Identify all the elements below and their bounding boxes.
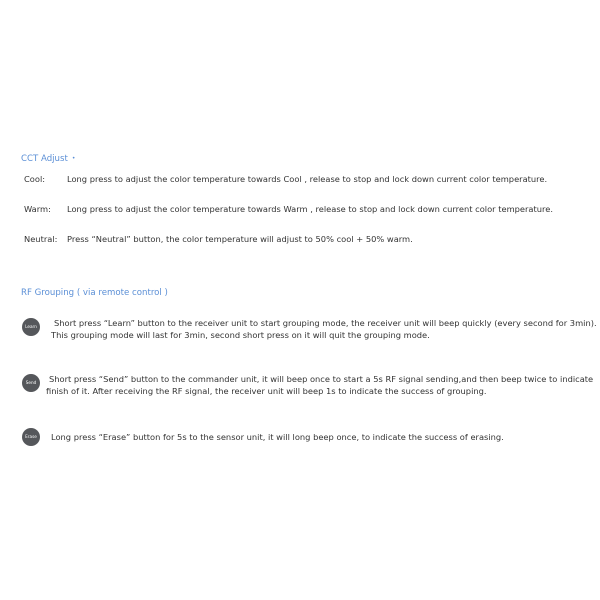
cct-adjust-title-text: CCT Adjust [21, 154, 68, 164]
bullet-icon: • [71, 155, 76, 162]
cct-row-warm [24, 204, 554, 214]
rf-grouping-title [21, 288, 168, 298]
cct-row-cool [24, 174, 548, 184]
rf-erase-description: Long press “Erase” button for 5s to the sensor unit, it will long beep once, to indicate the success of erasing. [51, 432, 504, 442]
cct-neutral-label: Neutral: [24, 234, 58, 244]
learn-button-icon: Learn [22, 318, 40, 336]
cct-warm-description: Long press to adjust the color temperature towards Warm , release to stop and lock down current color temperature. [67, 204, 554, 214]
rf-learn-description: Short press “Learn” button to the receiver unit to start grouping mode, the receiver unit will beep quickly (every second for 3min). This grouping mode will last for 3min, second short press on it will quit the grouping mode. [51, 318, 597, 340]
send-button-icon: Send [22, 374, 40, 392]
erase-button-icon: Erase [22, 428, 40, 446]
rf-send-description: Short press “Send” button to the commander unit, it will beep once to start a 5s RF signal sending,and then beep twice to indicate finish of it. After receiving the RF signal, the receiver unit will beep 1s to indicate the success of grouping. [46, 374, 594, 396]
cct-row-neutral [24, 234, 413, 244]
cct-adjust-title [21, 154, 75, 164]
cct-cool-description: Long press to adjust the color temperature towards Cool , release to stop and lock down current color temperature. [67, 174, 548, 184]
cct-neutral-description: Press “Neutral” button, the color temperature will adjust to 50% cool + 50% warm. [67, 234, 413, 244]
cct-cool-label: Cool: [24, 174, 46, 184]
rf-grouping-title-text: RF Grouping ( via remote control ) [21, 288, 168, 298]
cct-warm-label: Warm: [24, 204, 51, 214]
